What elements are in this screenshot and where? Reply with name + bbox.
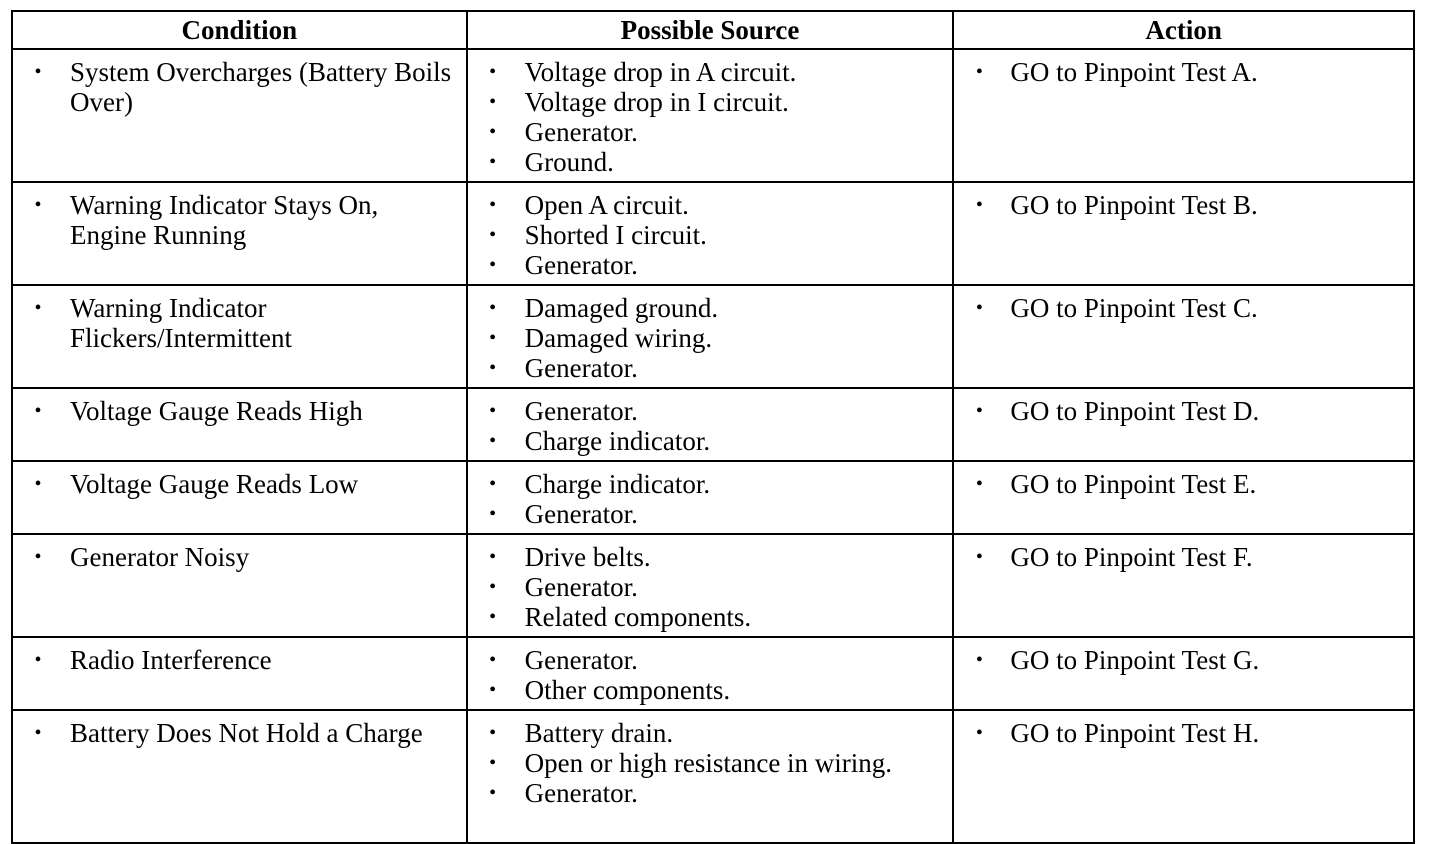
source-text: Open A circuit.	[524, 190, 689, 220]
header-possible-source: Possible Source	[467, 11, 954, 49]
list-item	[468, 293, 953, 323]
bullet-list	[468, 293, 953, 383]
bullet-list	[13, 542, 466, 572]
bullet-icon: •	[489, 679, 497, 701]
condition-cell	[12, 285, 467, 388]
list-item	[468, 250, 953, 280]
list-item	[468, 602, 953, 632]
bullet-icon: •	[489, 606, 497, 628]
action-text: GO to Pinpoint Test A.	[1010, 57, 1258, 87]
source-text: Ground.	[524, 147, 614, 177]
bullet-icon: •	[489, 357, 497, 379]
list-item	[468, 645, 953, 675]
action-text: GO to Pinpoint Test G.	[1010, 645, 1260, 675]
table-body	[12, 49, 1414, 843]
source-text: Related components.	[524, 602, 752, 632]
list-item	[468, 190, 953, 220]
bullet-icon: •	[489, 327, 497, 349]
condition-text: Warning Indicator Flickers/Intermittent	[70, 293, 292, 353]
bullet-list	[954, 293, 1413, 323]
condition-cell	[12, 710, 467, 843]
table-row	[12, 182, 1414, 285]
table-row	[12, 49, 1414, 182]
list-item	[13, 57, 466, 117]
source-text: Voltage drop in I circuit.	[524, 87, 789, 117]
source-text: Generator.	[524, 250, 638, 280]
list-item	[13, 469, 466, 499]
bullet-list	[468, 645, 953, 705]
list-item	[468, 147, 953, 177]
list-item	[468, 718, 953, 748]
bullet-icon: •	[34, 400, 42, 422]
bullet-icon: •	[489, 194, 497, 216]
list-item	[468, 87, 953, 117]
list-item	[954, 190, 1413, 220]
bullet-icon: •	[489, 151, 497, 173]
bullet-list	[13, 645, 466, 675]
table-row	[12, 710, 1414, 843]
bullet-icon: •	[489, 503, 497, 525]
bullet-list	[468, 57, 953, 177]
bullet-list	[954, 469, 1413, 499]
action-cell	[953, 182, 1414, 285]
list-item	[468, 572, 953, 602]
list-item	[13, 718, 466, 748]
source-text: Generator.	[524, 353, 638, 383]
action-text: GO to Pinpoint Test H.	[1010, 718, 1260, 748]
list-item	[954, 542, 1413, 572]
bullet-list	[468, 718, 953, 808]
possible-source-cell	[467, 182, 954, 285]
bullet-list	[954, 57, 1413, 87]
list-item	[13, 645, 466, 675]
list-item	[468, 426, 953, 456]
list-item	[954, 469, 1413, 499]
list-item	[13, 542, 466, 572]
list-item	[468, 117, 953, 147]
action-cell	[953, 49, 1414, 182]
bullet-icon: •	[489, 297, 497, 319]
action-text: GO to Pinpoint Test C.	[1010, 293, 1258, 323]
header-action: Action	[953, 11, 1414, 49]
action-text: GO to Pinpoint Test E.	[1010, 469, 1257, 499]
action-cell	[953, 710, 1414, 843]
list-item	[954, 396, 1413, 426]
header-condition: Condition	[12, 11, 467, 49]
list-item	[13, 396, 466, 426]
bullet-icon: •	[489, 91, 497, 113]
bullet-icon: •	[975, 546, 983, 568]
bullet-icon: •	[489, 782, 497, 804]
bullet-list	[468, 190, 953, 280]
list-item	[468, 748, 953, 778]
diagnosis-table	[11, 10, 1415, 844]
bullet-icon: •	[489, 576, 497, 598]
bullet-icon: •	[489, 61, 497, 83]
bullet-icon: •	[34, 722, 42, 744]
possible-source-cell	[467, 285, 954, 388]
bullet-icon: •	[489, 430, 497, 452]
list-item	[954, 293, 1413, 323]
list-item	[954, 645, 1413, 675]
bullet-list	[13, 190, 466, 250]
bullet-icon: •	[975, 194, 983, 216]
condition-cell	[12, 461, 467, 534]
list-item	[13, 293, 466, 353]
table-row	[12, 534, 1414, 637]
bullet-list	[954, 396, 1413, 426]
bullet-list	[954, 718, 1413, 748]
table-row	[12, 285, 1414, 388]
table-row	[12, 388, 1414, 461]
bullet-list	[954, 645, 1413, 675]
action-text: GO to Pinpoint Test F.	[1010, 542, 1253, 572]
condition-cell	[12, 388, 467, 461]
action-cell	[953, 637, 1414, 710]
possible-source-cell	[467, 49, 954, 182]
bullet-icon: •	[34, 297, 42, 319]
list-item	[468, 469, 953, 499]
source-text: Other components.	[524, 675, 731, 705]
action-text: GO to Pinpoint Test D.	[1010, 396, 1260, 426]
condition-cell	[12, 534, 467, 637]
table-row	[12, 637, 1414, 710]
bullet-list	[13, 57, 466, 117]
bullet-icon: •	[489, 752, 497, 774]
possible-source-cell	[467, 461, 954, 534]
source-text: Shorted I circuit.	[524, 220, 707, 250]
list-item	[954, 718, 1413, 748]
bullet-icon: •	[34, 61, 42, 83]
bullet-icon: •	[489, 722, 497, 744]
condition-cell	[12, 637, 467, 710]
bullet-icon: •	[34, 473, 42, 495]
source-text: Drive belts.	[524, 542, 651, 572]
bullet-list	[13, 396, 466, 426]
list-item	[468, 778, 953, 808]
source-text: Charge indicator.	[524, 426, 711, 456]
bullet-icon: •	[975, 297, 983, 319]
source-text: Voltage drop in A circuit.	[524, 57, 797, 87]
list-item	[468, 396, 953, 426]
source-text: Generator.	[524, 117, 638, 147]
condition-text: Voltage Gauge Reads Low	[70, 469, 359, 499]
bullet-list	[13, 293, 466, 353]
possible-source-cell	[467, 388, 954, 461]
header-row	[12, 11, 1414, 49]
bullet-list	[468, 469, 953, 529]
source-text: Battery drain.	[524, 718, 674, 748]
list-item	[954, 57, 1413, 87]
bullet-icon: •	[489, 121, 497, 143]
condition-cell	[12, 182, 467, 285]
bullet-icon: •	[34, 546, 42, 568]
possible-source-cell	[467, 534, 954, 637]
list-item	[13, 190, 466, 250]
source-text: Generator.	[524, 645, 638, 675]
table-header	[12, 11, 1414, 49]
condition-text: Warning Indicator Stays On, Engine Running	[70, 190, 379, 250]
list-item	[468, 323, 953, 353]
bullet-icon: •	[34, 194, 42, 216]
condition-text: Generator Noisy	[70, 542, 250, 572]
bullet-list	[954, 190, 1413, 220]
source-text: Charge indicator.	[524, 469, 711, 499]
condition-cell	[12, 49, 467, 182]
source-text: Generator.	[524, 572, 638, 602]
bullet-icon: •	[489, 546, 497, 568]
bullet-icon: •	[975, 722, 983, 744]
list-item	[468, 499, 953, 529]
table-row	[12, 461, 1414, 534]
list-item	[468, 542, 953, 572]
possible-source-cell	[467, 710, 954, 843]
condition-text: Voltage Gauge Reads High	[70, 396, 363, 426]
bullet-icon: •	[489, 400, 497, 422]
source-text: Generator.	[524, 396, 638, 426]
list-item	[468, 220, 953, 250]
action-cell	[953, 534, 1414, 637]
list-item	[468, 675, 953, 705]
condition-text: Radio Interference	[70, 645, 272, 675]
action-cell	[953, 285, 1414, 388]
source-text: Damaged ground.	[524, 293, 719, 323]
bullet-icon: •	[489, 473, 497, 495]
bullet-icon: •	[975, 649, 983, 671]
list-item	[468, 353, 953, 383]
condition-text: System Overcharges (Battery Boils Over)	[70, 57, 452, 117]
list-item	[468, 57, 953, 87]
action-cell	[953, 461, 1414, 534]
source-text: Open or high resistance in wiring.	[524, 748, 893, 778]
bullet-icon: •	[975, 400, 983, 422]
source-text: Generator.	[524, 778, 638, 808]
bullet-list	[468, 396, 953, 456]
action-text: GO to Pinpoint Test B.	[1010, 190, 1258, 220]
bullet-list	[468, 542, 953, 632]
bullet-icon: •	[34, 649, 42, 671]
bullet-list	[954, 542, 1413, 572]
condition-text: Battery Does Not Hold a Charge	[70, 718, 423, 748]
bullet-icon: •	[975, 61, 983, 83]
action-cell	[953, 388, 1414, 461]
bullet-list	[13, 469, 466, 499]
source-text: Generator.	[524, 499, 638, 529]
bullet-list	[13, 718, 466, 748]
possible-source-cell	[467, 637, 954, 710]
bullet-icon: •	[975, 473, 983, 495]
bullet-icon: •	[489, 224, 497, 246]
source-text: Damaged wiring.	[524, 323, 713, 353]
bullet-icon: •	[489, 649, 497, 671]
bullet-icon: •	[489, 254, 497, 276]
